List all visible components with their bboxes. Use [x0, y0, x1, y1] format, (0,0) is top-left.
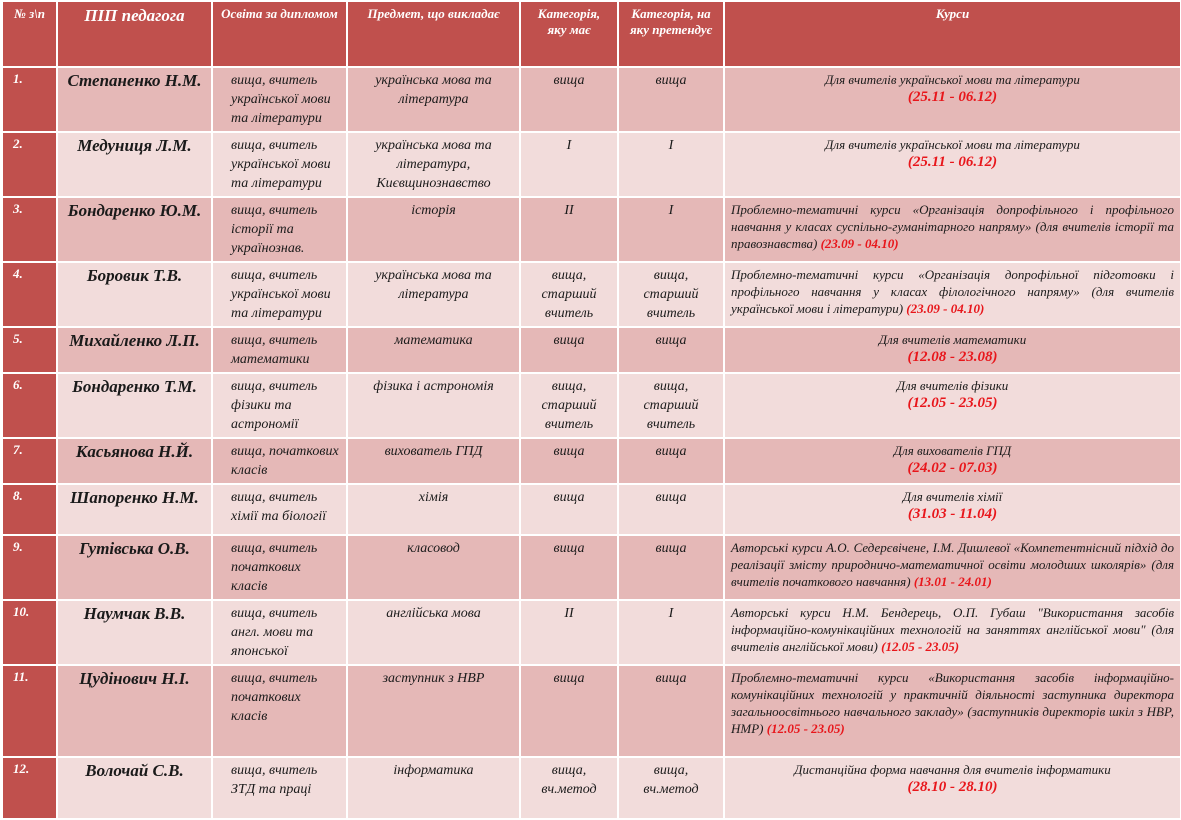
subject-cell: інформатика	[347, 757, 520, 819]
category-has-cell: ІІ	[520, 600, 618, 665]
header-subject: Предмет, що викладає	[347, 1, 520, 67]
table-row	[2, 262, 1181, 327]
category-has-cell: вища	[520, 535, 618, 600]
category-claims-cell: вища	[618, 67, 724, 132]
education-cell: вища, вчитель хімії та біології	[212, 484, 347, 535]
teacher-name: Цудінович Н.І.	[57, 665, 212, 757]
teacher-name: Степаненко Н.М.	[57, 67, 212, 132]
table-row	[2, 67, 1181, 132]
course-text: Для вчителів хімії	[902, 489, 1003, 504]
row-number: 2.	[2, 132, 57, 197]
course-dates: (12.05 - 23.05)	[766, 721, 845, 736]
course-dates: (13.01 - 24.01)	[913, 574, 992, 589]
row-number: 10.	[2, 600, 57, 665]
course-cell	[724, 262, 1181, 327]
course-cell	[724, 757, 1181, 819]
row-number: 5.	[2, 327, 57, 373]
table-row	[2, 600, 1181, 665]
category-has-cell: вища	[520, 438, 618, 484]
course-text: Для вчителів математики	[878, 332, 1027, 347]
subject-cell: фізика і астрономія	[347, 373, 520, 438]
teacher-name: Медуниця Л.М.	[57, 132, 212, 197]
course-text: Для вчителів української мови та літератури	[825, 137, 1080, 152]
header-num: № з\п	[2, 1, 57, 67]
row-number: 6.	[2, 373, 57, 438]
subject-cell: заступник з НВР	[347, 665, 520, 757]
teacher-name: Шапоренко Н.М.	[57, 484, 212, 535]
category-has-cell: вища	[520, 665, 618, 757]
category-claims-cell: вища, старший вчитель	[618, 262, 724, 327]
course-text: Для вчителів української мови та літератури	[825, 72, 1080, 87]
table-row	[2, 373, 1181, 438]
course-dates: (12.05 - 23.05)	[881, 639, 960, 654]
course-dates: (24.02 - 07.03)	[907, 460, 998, 476]
category-claims-cell: вища	[618, 535, 724, 600]
subject-cell: вихователь ГПД	[347, 438, 520, 484]
course-text: Для вчителів фізики	[896, 378, 1009, 393]
header-category-has: Категорія, яку має	[520, 1, 618, 67]
teacher-name: Гутівська О.В.	[57, 535, 212, 600]
education-cell: вища, вчитель ЗТД та праці	[212, 757, 347, 819]
row-number: 11.	[2, 665, 57, 757]
header-education: Освіта за дипломом	[212, 1, 347, 67]
education-cell: вища, вчитель української мови та літератури	[212, 132, 347, 197]
row-number: 8.	[2, 484, 57, 535]
education-cell: вища, вчитель української мови та літератури	[212, 262, 347, 327]
education-cell: вища, вчитель початкових класів	[212, 535, 347, 600]
education-cell: вища, вчитель початкових класів	[212, 665, 347, 757]
table-row	[2, 757, 1181, 819]
course-text: Для вихователів ГПД	[893, 443, 1012, 458]
category-claims-cell: І	[618, 600, 724, 665]
subject-cell: українська мова та література	[347, 262, 520, 327]
header-category-claims: Категорія, на яку претендує	[618, 1, 724, 67]
table-row	[2, 327, 1181, 373]
table-header-row	[2, 1, 1181, 67]
row-number: 4.	[2, 262, 57, 327]
table-row	[2, 484, 1181, 535]
course-cell	[724, 327, 1181, 373]
course-cell	[724, 132, 1181, 197]
course-text: Проблемно-тематичні курси «Використання засобів інформаційно-комунікаційних технологій у практичній діяльності заступника директора загальноосвітнього навчального закладу» (заступників директорів шкіл з НВР, НМР)	[731, 670, 1174, 736]
subject-cell: класовод	[347, 535, 520, 600]
category-claims-cell: вища	[618, 484, 724, 535]
teachers-table	[1, 0, 1181, 820]
subject-cell: хімія	[347, 484, 520, 535]
row-number: 12.	[2, 757, 57, 819]
category-has-cell: ІІ	[520, 197, 618, 262]
row-number: 3.	[2, 197, 57, 262]
education-cell: вища, вчитель історії та українознав.	[212, 197, 347, 262]
course-cell	[724, 665, 1181, 757]
table-row	[2, 132, 1181, 197]
teacher-name: Наумчак В.В.	[57, 600, 212, 665]
teacher-name: Михайленко Л.П.	[57, 327, 212, 373]
category-has-cell: вища, старший вчитель	[520, 373, 618, 438]
row-number: 7.	[2, 438, 57, 484]
table-row	[2, 197, 1181, 262]
course-dates: (28.10 - 28.10)	[907, 779, 998, 795]
category-claims-cell: І	[618, 197, 724, 262]
course-dates: (12.05 - 23.05)	[907, 395, 998, 411]
education-cell: вища, вчитель української мови та літератури	[212, 67, 347, 132]
table-row	[2, 665, 1181, 757]
course-cell	[724, 535, 1181, 600]
category-claims-cell: І	[618, 132, 724, 197]
category-has-cell: вища	[520, 327, 618, 373]
course-cell	[724, 197, 1181, 262]
teacher-name: Боровик Т.В.	[57, 262, 212, 327]
header-fio: ПІП педагога	[57, 1, 212, 67]
education-cell: вища, вчитель математики	[212, 327, 347, 373]
education-cell: вища, вчитель англ. мови та японської	[212, 600, 347, 665]
teacher-name: Волочай С.В.	[57, 757, 212, 819]
category-has-cell: вища	[520, 484, 618, 535]
category-has-cell: вища, старший вчитель	[520, 262, 618, 327]
course-cell	[724, 373, 1181, 438]
row-number: 9.	[2, 535, 57, 600]
subject-cell: історія	[347, 197, 520, 262]
course-dates: (25.11 - 06.12)	[907, 89, 998, 105]
teacher-name: Бондаренко Ю.М.	[57, 197, 212, 262]
category-has-cell: вища, вч.метод	[520, 757, 618, 819]
course-text: Дистанційна форма навчання для вчителів інформатики	[794, 762, 1111, 777]
course-dates: (31.03 - 11.04)	[907, 506, 998, 522]
teacher-name: Бондаренко Т.М.	[57, 373, 212, 438]
course-text: Авторські курси А.О. Седерєвічене, І.М. Дишлевої «Компетентнісний підхід до реалізації змісту природничо-математичної освіти молодших школярів» (для вчителів початкового навчання)	[731, 540, 1174, 589]
subject-cell: математика	[347, 327, 520, 373]
education-cell: вища, початкових класів	[212, 438, 347, 484]
subject-cell: англійська мова	[347, 600, 520, 665]
course-cell	[724, 600, 1181, 665]
header-courses: Курси	[724, 1, 1181, 67]
subject-cell: українська мова та література	[347, 67, 520, 132]
teacher-name: Касьянова Н.Й.	[57, 438, 212, 484]
category-claims-cell: вища	[618, 327, 724, 373]
course-text: Проблемно-тематичні курси «Організація допрофільної підготовки і профільного навчання у класах філологічного напряму» (для вчителів української мови і літератури)	[731, 267, 1174, 316]
subject-cell: українська мова та література, Києвщинознавство	[347, 132, 520, 197]
course-text: Проблемно-тематичні курси «Організація допрофільного і профільного навчання у класах суспільно-гуманітарного напряму» (для вчителів історії та правознавства)	[731, 202, 1174, 251]
category-has-cell: І	[520, 132, 618, 197]
category-claims-cell: вища	[618, 665, 724, 757]
course-dates: (23.09 - 04.10)	[906, 301, 985, 316]
row-number: 1.	[2, 67, 57, 132]
course-text: Авторські курси Н.М. Бендерець, О.П. Губаш "Використання засобів інформаційно-комунікаційних технологій на заняттях англійської мови" (для вчителів англійської мови)	[731, 605, 1174, 654]
category-claims-cell: вища, старший вчитель	[618, 373, 724, 438]
course-cell	[724, 484, 1181, 535]
table-row	[2, 438, 1181, 484]
category-claims-cell: вища, вч.метод	[618, 757, 724, 819]
course-dates: (23.09 - 04.10)	[820, 236, 899, 251]
course-cell	[724, 67, 1181, 132]
course-cell	[724, 438, 1181, 484]
course-dates: (25.11 - 06.12)	[907, 154, 998, 170]
category-has-cell: вища	[520, 67, 618, 132]
course-dates: (12.08 - 23.08)	[907, 349, 998, 365]
category-claims-cell: вища	[618, 438, 724, 484]
education-cell: вища, вчитель фізики та астрономії	[212, 373, 347, 438]
table-row	[2, 535, 1181, 600]
